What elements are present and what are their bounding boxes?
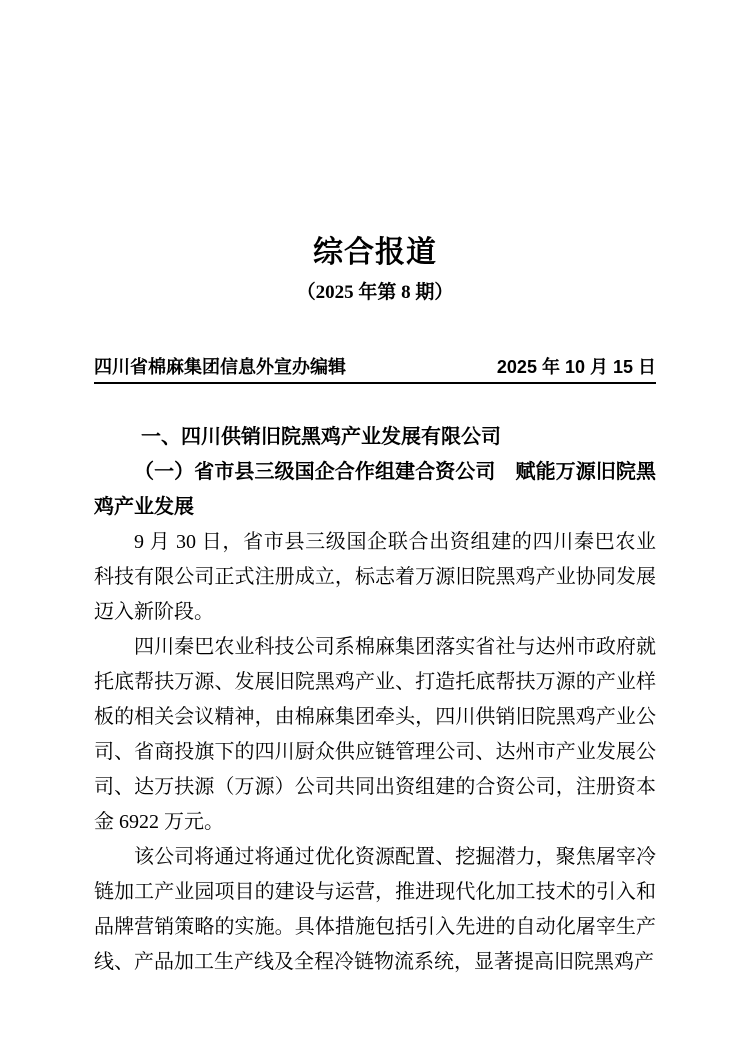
subsection-heading: （一）省市县三级国企合作组建合资公司 赋能万源旧院黑鸡产业发展 <box>94 461 656 518</box>
masthead-rule <box>94 356 656 384</box>
paragraph-registration-news: 9 月 30 日，省市县三级国企联合出资组建的四川秦巴农业科技有限公司正式注册成立，标志着万源旧院黑鸡产业协同发展迈入新阶段。 <box>94 531 656 623</box>
issue-number: （2025 年第 8 期） <box>296 282 454 303</box>
paragraph-company-plans: 该公司将通过将通过优化资源配置、挖掘潜力，聚焦屠宰冷链加工产业园项目的建设与运营，推进现代化加工技术的引入和品牌营销策略的实施。具体措施包括引入先进的自动化屠宰生产线、产品加工生产线及全程冷链物流系统，显著提高旧院黑鸡产 <box>94 846 656 973</box>
editor-credit: 四川省棉麻集团信息外宣办编辑 <box>94 357 346 377</box>
publish-date: 2025 年 10 月 15 日 <box>496 357 656 377</box>
document-title: 综合报道 <box>313 236 437 269</box>
section-heading: 一、四川供销旧院黑鸡产业发展有限公司 <box>141 426 501 448</box>
paragraph-joint-venture-background: 四川秦巴农业科技公司系棉麻集团落实省社与达州市政府就托底帮扶万源、发展旧院黑鸡产业、打造托底帮扶万源的产业样板的相关会议精神，由棉麻集团牵头，四川供销旧院黑鸡产业公司、省商投旗下的四川厨众供应链管理公司、达州市产业发展公司、达万扶源（万源）公司共同出资组建的合资公司，注册资本金 6922 万元。 <box>94 636 656 833</box>
